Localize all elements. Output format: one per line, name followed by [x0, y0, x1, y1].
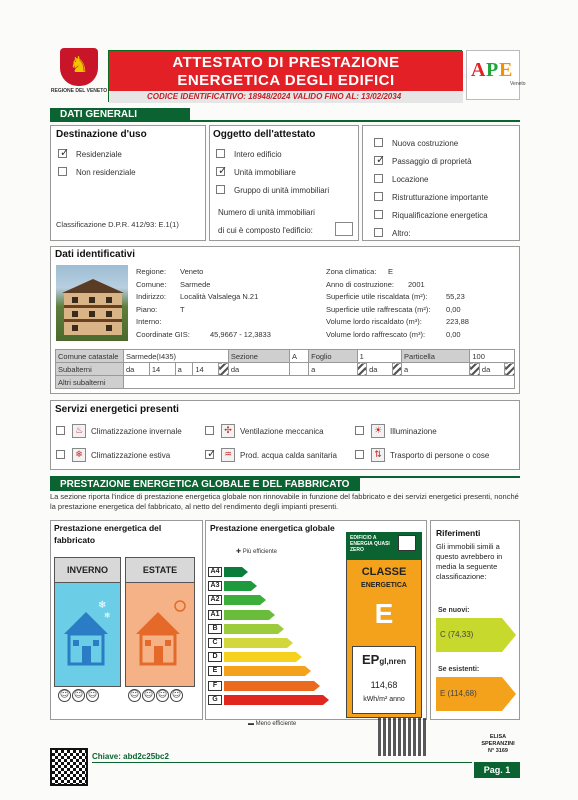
scale-bar [224, 595, 260, 605]
residenziale-label: Residenziale [76, 150, 122, 159]
residenziale-checkbox[interactable] [58, 149, 67, 158]
regione-veneto-logo [50, 46, 108, 98]
meno-efficiente-label: ▬ Meno efficiente [248, 721, 297, 727]
ident-key: Coordinate GIS: [136, 329, 190, 339]
ristrutturazione-label: Ristrutturazione importante [392, 193, 489, 202]
summer-house-icon [130, 596, 192, 670]
classe-label: CLASSE [361, 566, 407, 578]
scale-class-label: A1 [208, 610, 222, 620]
fan-icon: ✣ [221, 424, 235, 438]
svg-text:❄: ❄ [98, 600, 107, 611]
numero-unita-label1: Numero di unità immobiliari [218, 208, 315, 217]
riferimenti-text: Gli immobili simili a questo avrebbero in media la seguente classificazione: [436, 542, 503, 581]
particella-label: Particella [402, 350, 470, 363]
ident-value: T [180, 304, 185, 314]
servizio-label: Climatizzazione invernale [91, 427, 182, 436]
title-line1: ATTESTATO DI PRESTAZIONE [172, 54, 400, 71]
servizio-checkbox[interactable] [355, 426, 364, 435]
scale-bar [224, 652, 296, 662]
ident-value: 223,88 [446, 317, 469, 326]
servizio-checkbox[interactable] [205, 450, 214, 459]
oggetto-title: Oggetto dell'attestato [213, 129, 316, 140]
globale-title: Prestazione energetica globale [210, 523, 335, 533]
ident-key: Comune: [136, 279, 167, 289]
scale-class-label: A4 [208, 567, 222, 577]
inverno-label: INVERNO [54, 557, 121, 583]
numero-unita-field[interactable] [335, 222, 353, 236]
servizio-checkbox[interactable] [205, 426, 214, 435]
ident-key: Regione: [136, 267, 167, 276]
altri-subalterni-label: Altri subalterni [56, 376, 124, 389]
ep-title: EPgl,nren [361, 652, 406, 667]
region-label: REGIONE DEL VENETO [50, 88, 108, 94]
ident-value: 0,00 [446, 329, 461, 339]
ident-key: Volume lordo riscaldato (m³): [326, 317, 422, 326]
subalterno-to: 14 [193, 363, 219, 376]
locazione-checkbox[interactable] [374, 174, 383, 183]
stamp-logo [378, 718, 426, 756]
winter-house-icon [58, 596, 116, 670]
non-residenziale-checkbox[interactable] [58, 167, 67, 176]
scale-bar [224, 567, 242, 577]
title-line2: ENERGETICA DEGLI EDIFICI [177, 72, 395, 89]
energetica-label: ENERGETICA [361, 582, 407, 589]
scale-bar [224, 581, 251, 591]
foglio-label: Foglio [309, 350, 357, 363]
servizio-checkbox[interactable] [56, 450, 65, 459]
sezione-label: Sezione [228, 350, 289, 363]
esistenti-value: E (114,68) [440, 689, 477, 698]
fabbricato-title: Prestazione energetica del [54, 523, 162, 533]
ident-value: Sarmede [180, 279, 211, 289]
particella-value: 100 [470, 350, 515, 363]
ape-logo: A P E Veneto [466, 50, 520, 100]
ident-key: Zona climatica: [326, 267, 377, 276]
edificio-nz-label: EDIFICIO A ENERGIA QUASI ZERO [350, 535, 390, 553]
ident-value: 0,00 [446, 304, 461, 314]
servizio-label: Illuminazione [390, 427, 437, 436]
riqualificazione-label: Riqualificazione energetica [392, 211, 488, 220]
section-dati-generali: DATI GENERALI [50, 108, 190, 121]
heating-icon: ♨ [72, 424, 86, 438]
estate-label: ESTATE [125, 557, 195, 583]
lion-icon: ♞ [69, 53, 89, 78]
servizi-title: Servizi energetici presenti [55, 404, 179, 415]
gruppo-unita-label: Gruppo di unità immobiliari [234, 186, 330, 195]
ident-key: Volume lordo raffrescato (m³): [326, 329, 426, 339]
chiave-label: Chiave: abd2c25bc2 [92, 752, 169, 761]
cadastral-table: Comune catastale Sarmede(I435) Sezione A Foglio 1 Particella 100 Subalterni da 14 a 14 da a da a da Altri subalterni [55, 349, 515, 389]
scale-bar [224, 610, 269, 620]
scale-class-label: F [208, 681, 222, 691]
scale-class-label: E [208, 666, 222, 676]
smiley-icon: ☺ [143, 690, 154, 700]
smiley-icon: ☺ [59, 690, 70, 700]
non-residenziale-label: Non residenziale [76, 168, 136, 177]
ident-key: Piano: [136, 304, 158, 314]
ristrutturazione-checkbox[interactable] [374, 192, 383, 201]
ident-key: Superficie utile raffrescata (m²): [326, 304, 431, 314]
unita-immobiliare-label: Unità immobiliare [234, 168, 296, 177]
scale-bar [224, 666, 305, 676]
scale-class-label: A3 [208, 581, 222, 591]
scale-bar [224, 695, 323, 705]
section-prestazione: PRESTAZIONE ENERGETICA GLOBALE E DEL FABBRICATO [50, 478, 360, 491]
scale-class-label: D [208, 652, 222, 662]
foglio-value: 1 [357, 350, 401, 363]
scale-class-label: A2 [208, 595, 222, 605]
intero-edificio-label: Intero edificio [234, 150, 282, 159]
unita-immobiliare-checkbox[interactable] [216, 167, 225, 176]
ep-unit: kWh/m² anno [363, 696, 405, 703]
ident-value: 2001 [408, 279, 425, 289]
ident-value: 55,23 [446, 292, 465, 301]
scale-bar [224, 681, 314, 691]
gruppo-unita-checkbox[interactable] [216, 185, 225, 194]
prestazione-intro: La sezione riporta l'indice di prestazione energetica globale non rinnovabile in funzione del fabbricato e dei servizi energetici presenti, nonché la prestazione energetica del fabbricato, al netto del rendimento degli impianti presenti. [50, 492, 519, 511]
smiley-icon: ☺ [171, 690, 182, 700]
destinazione-title: Destinazione d'uso [56, 129, 147, 140]
subalterni-label: Subalterni [56, 363, 124, 376]
scale-bar [224, 638, 287, 648]
ident-value: E [388, 267, 394, 276]
building-photo [56, 265, 128, 341]
smiley-icon: ☺ [73, 690, 84, 700]
comune-catastale-label: Comune catastale [56, 350, 124, 363]
esistenti-label: Se esistenti: [438, 666, 480, 673]
servizio-label: Ventilazione meccanica [240, 427, 324, 436]
comune-catastale-value: Sarmede(I435) [124, 350, 229, 363]
classe-value: E [374, 598, 394, 629]
servizio-label: Trasporto di persone o cose [390, 451, 490, 460]
riferimenti-title: Riferimenti [436, 528, 481, 538]
sezione-value: A [290, 350, 309, 363]
svg-text:❄: ❄ [104, 611, 111, 620]
scale-class-label: B [208, 624, 222, 634]
numero-unita-label2: di cui è composto l'edificio: [218, 226, 313, 235]
ident-value: Località Valsalega N.21 [180, 292, 259, 301]
ident-key: Superficie utile riscaldata (m²): [326, 292, 428, 301]
locazione-label: Locazione [392, 175, 429, 184]
identification-code: CODICE IDENTIFICATIVO: 18948/2024 VALIDO FINO AL: 13/02/2034 [109, 91, 463, 103]
scale-bar [224, 624, 278, 634]
hot-water-icon: ♒ [221, 448, 235, 462]
altro-checkbox[interactable] [374, 228, 383, 237]
stamp-text: ELISA SPERANZINI N° 3169 [481, 734, 515, 754]
page-number: Pag. 1 [474, 762, 520, 778]
ident-key: Interno: [136, 317, 162, 326]
piu-efficiente-label: ✚ Più efficiente [236, 549, 277, 555]
smiley-icon: ☺ [129, 690, 140, 700]
altro-label: Altro: [392, 229, 411, 238]
qr-code [50, 748, 88, 786]
nuovi-value: C (74,33) [440, 630, 474, 639]
ident-key: Indirizzo: [136, 292, 167, 301]
scale-class-label: G [208, 695, 222, 705]
lightbulb-icon: ☀ [371, 424, 385, 438]
cooling-icon: ❄ [72, 448, 86, 462]
ident-value: 45,9667 - 12,3833 [210, 329, 271, 339]
servizio-checkbox[interactable] [56, 426, 65, 435]
passaggio-proprieta-label: Passaggio di proprietà [392, 157, 472, 166]
passaggio-proprieta-checkbox[interactable] [374, 156, 383, 165]
document-title-box [108, 50, 462, 102]
intero-edificio-checkbox[interactable] [216, 149, 225, 158]
riqualificazione-checkbox[interactable] [374, 210, 383, 219]
dati-identificativi-title: Dati identificativi [55, 249, 136, 260]
servizio-checkbox[interactable] [355, 450, 364, 459]
servizio-label: Climatizzazione estiva [91, 451, 171, 460]
subalterno-from: 14 [149, 363, 175, 376]
ident-value: Veneto [180, 267, 204, 276]
smiley-icon: ☺ [157, 690, 168, 700]
classificazione-dpr: Classificazione D.P.R. 412/93: E.1(1) [56, 220, 179, 229]
elevator-icon: ⇅ [371, 448, 385, 462]
ident-key: Anno di costruzione: [326, 279, 394, 289]
servizio-label: Prod. acqua calda sanitaria [240, 451, 337, 460]
ep-value: 114,68 [370, 680, 398, 690]
scale-class-label: C [208, 638, 222, 648]
nuova-costruzione-checkbox[interactable] [374, 138, 383, 147]
smiley-icon: ☺ [87, 690, 98, 700]
nuovi-label: Se nuovi: [438, 607, 470, 614]
nzeb-checkbox[interactable] [398, 535, 416, 551]
document-page: ♞ REGIONE DEL VENETO ATTESTATO DI PRESTAZIONE ENERGETICA DEGLI EDIFICI CODICE IDENTIFICATIVO: 18948/2024 VALIDO FINO AL: 13/02/2034 A P E Veneto DATI GENERALI Destinazione d'uso ✓ Residenziale Non residenziale Classificazione D.P.R. 412/93: E.1(1) Oggetto dell'attestato Intero edificio ✓ Unità immobiliare Gruppo di unità immobiliari Numero di unità immobiliari di cui è composto l'edificio: Nuova costruzione ✓ Passaggio di proprietà Locazione Ristrutturazione importante Riqualificazione energetica Altro: Dati identificativi Regione: Veneto Comune: Sarmede Indirizzo: Località Valsalega N.21 Piano: T Interno: Coordinate GIS: 45,9667 - 12,3833 Zona climatica: E Anno di costruzione: 2001 Superficie utile riscaldata (m²): 55,23 Superficie utile raffrescata (m²): 0,00 Volume lordo riscaldato (m³): 223,88 Volume lordo raffrescato (m³): 0,00 Comune catastale Sarmede(I435) Sezione A Foglio 1 Particella 100 Subalterni da 14 a 14 da a da a da Altri subalterni Servizi energetici presenti ♨ Climatizzazione invernale ✣ Ventilazione meccanica ☀ Illuminazione ❄ Climatizzazione estiva ✓ ♒ Prod. acqua calda sanitaria ⇅ Trasporto di persone o cose PRESTAZIONE ENERGETICA GLOBALE E DEL FABBRICATO La sezione riporta l'indice di prestazione energetica globale non rinnovabile in funzione del fabbricato e dei servizi energetici presenti, nonché la prestazione energetica del fabbricato, al netto del rendimento degli impianti presenti. Prestazione energetica del fabbricato INVERNO ESTATE ❄ ❄ ☺ ☺ ☺ ☺ ☺ ☺ ☺ Prestazione energetica globale ✚ Più efficiente ▬ Meno efficiente A4 A3 A2 A1 B C D E F G EDIFICIO A ENERGIA QUASI ZERO CLASSE ENERGETICA E EPgl,nren 114,68 kWh/m² anno Riferimenti Gli immobili simili a questo avrebbero in media la seguente classificazione: Se nuovi: C (74,33) Se esistenti: E (114,68) ELISA SPERANZINI N° 3169 Chiave: abd2c25bc2 Pag. 1 [0, 0, 578, 800]
nuova-costruzione-label: Nuova costruzione [392, 139, 459, 148]
